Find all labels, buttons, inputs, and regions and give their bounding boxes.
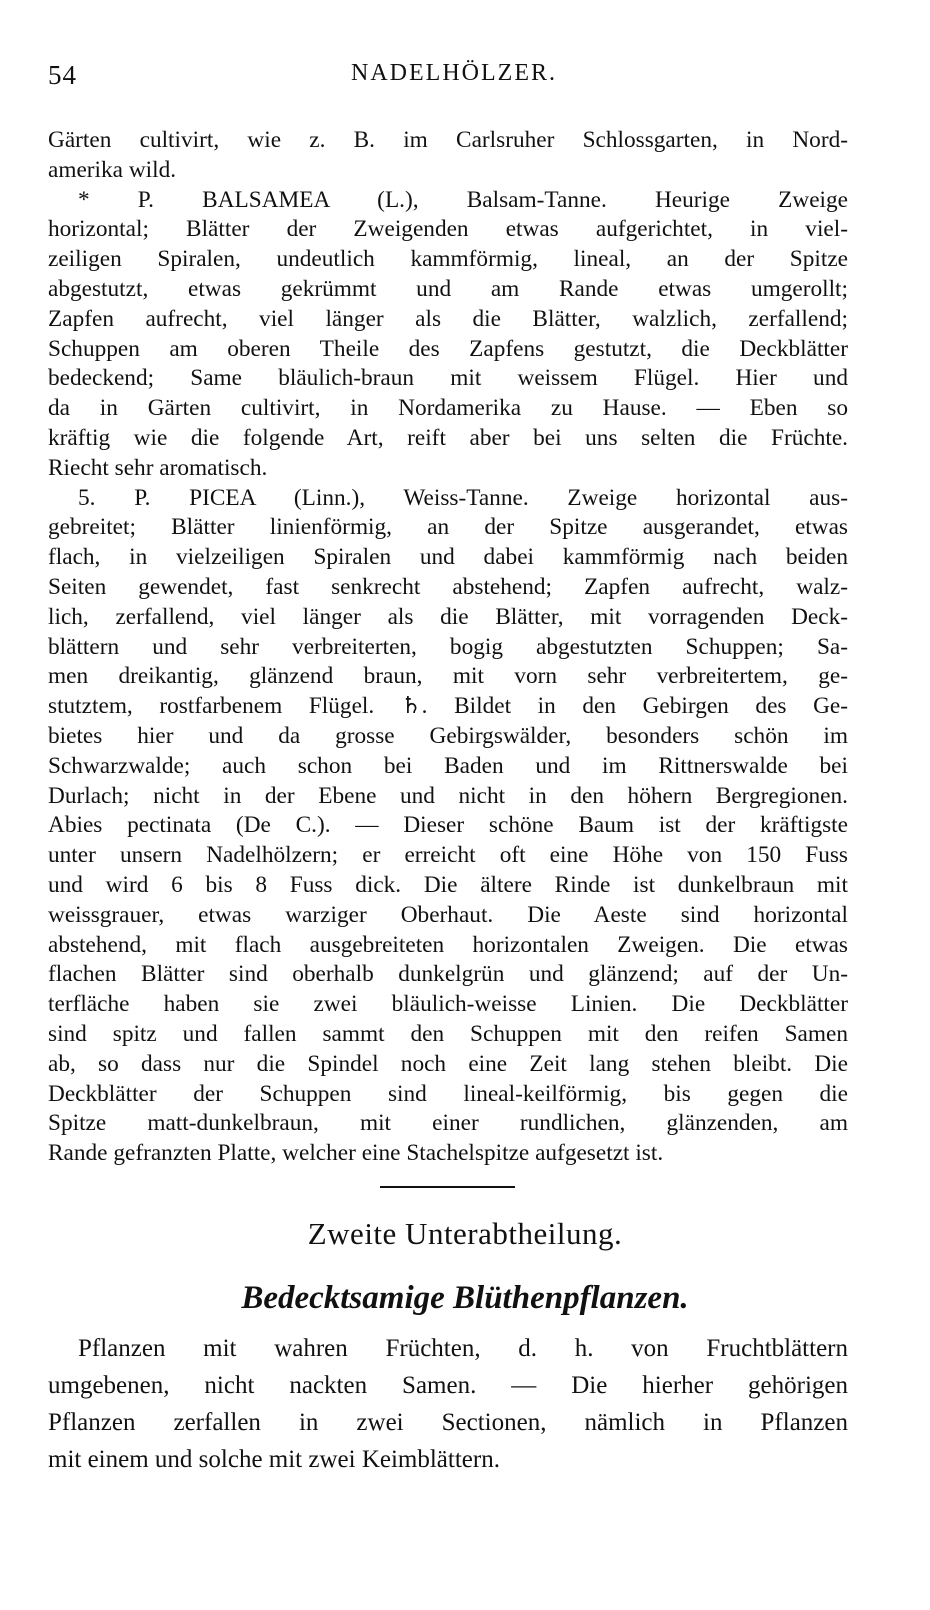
text-line: Schwarzwalde; auch schon bei Baden und im Rittnerswalde bei bbox=[48, 752, 848, 779]
text-line: Spitze matt-dunkelbraun, mit einer rundlichen, glänzenden, am bbox=[48, 1110, 848, 1137]
text-line: kräftig wie die folgende Art, reift aber bei uns selten die Früchte. bbox=[48, 424, 848, 451]
text-line: gebreitet; Blätter linienförmig, an der Spitze ausgerandet, etwas bbox=[48, 514, 848, 541]
section-title: Bedecktsamige Blüthenpflanzen. bbox=[241, 1280, 689, 1316]
text-line: Schuppen am oberen Theile des Zapfens gestutzt, die Deckblätter bbox=[48, 335, 848, 362]
text-line: Abies pectinata (De C.). — Dieser schöne Baum ist der kräftigste bbox=[48, 812, 848, 839]
text-line: Deckblätter der Schuppen sind lineal-keilförmig, bis gegen die bbox=[48, 1080, 848, 1107]
text-line: unter unsern Nadelhölzern; er erreicht oft eine Höhe von 150 Fuss bbox=[48, 842, 848, 869]
text-line: umgebenen, nicht nackten Samen. — Die hierher gehörigen bbox=[48, 1372, 848, 1399]
text-line: zeiligen Spiralen, undeutlich kammförmig, lineal, an der Spitze bbox=[48, 246, 848, 273]
subdivision-title: Zweite Unterabtheilung. bbox=[307, 1216, 623, 1251]
text-line: Pflanzen zerfallen in zwei Sectionen, nämlich in Pflanzen bbox=[48, 1409, 848, 1436]
text-line: ab, so dass nur die Spindel noch eine Zeit lang stehen bleibt. Die bbox=[48, 1050, 848, 1077]
intro-text bbox=[48, 1330, 848, 1478]
text-line: flachen Blätter sind oberhalb dunkelgrün und glänzend; auf der Un- bbox=[48, 961, 848, 988]
text-line: Riecht sehr aromatisch. bbox=[48, 454, 268, 481]
text-line: da in Gärten cultivirt, in Nordamerika zu Hause. — Eben so bbox=[48, 395, 848, 422]
text-line: sind spitz und fallen sammt den Schuppen mit den reifen Samen bbox=[48, 1020, 848, 1047]
text-line: amerika wild. bbox=[48, 156, 177, 183]
text-line: terfläche haben sie zwei bläulich-weisse Linien. Die Deckblätter bbox=[48, 991, 848, 1018]
text-line: Seiten gewendet, fast senkrecht abstehend; Zapfen aufrecht, walz- bbox=[48, 573, 848, 600]
text-line: flach, in vielzeiligen Spiralen und dabei kammförmig nach beiden bbox=[48, 544, 848, 571]
text-line: stutztem, rostfarbenem Flügel. ♄. Bildet in den Gebirgen des Ge- bbox=[48, 693, 848, 720]
text-line: mit einem und solche mit zwei Keimblättern. bbox=[48, 1446, 500, 1473]
text-line: bedeckend; Same bläulich-braun mit weissem Flügel. Hier und bbox=[48, 365, 848, 392]
text-line: horizontal; Blätter der Zweigenden etwas aufgerichtet, in viel- bbox=[48, 216, 848, 243]
text-line: Zapfen aufrecht, viel länger als die Blätter, walzlich, zerfallend; bbox=[48, 305, 848, 332]
text-line: Gärten cultivirt, wie z. B. im Carlsruher Schlossgarten, in Nord- bbox=[48, 127, 848, 153]
text-line: lich, zerfallend, viel länger als die Blätter, mit vorragenden Deck- bbox=[48, 603, 848, 630]
running-head bbox=[48, 60, 860, 100]
text-line: abstehend, mit flach ausgebreiteten horizontalen Zweigen. Die etwas bbox=[48, 931, 848, 958]
text-line: 5. P. PICEA (Linn.), Weiss-Tanne. Zweige horizontal aus- bbox=[78, 484, 848, 511]
text-line: Durlach; nicht in der Ebene und nicht in den höhern Bergregionen. bbox=[48, 782, 848, 809]
body-text bbox=[48, 126, 848, 1169]
page-number: 54 bbox=[48, 60, 77, 90]
text-line: men dreikantig, glänzend braun, mit vorn sehr verbreitertem, ge- bbox=[48, 663, 848, 690]
text-line: und wird 6 bis 8 Fuss dick. Die ältere Rinde ist dunkelbraun mit bbox=[48, 871, 848, 898]
text-line: * P. BALSAMEA (L.), Balsam-Tanne. Heurige Zweige bbox=[78, 186, 848, 213]
text-line: blättern und sehr verbreiterten, bogig abgestutzten Schuppen; Sa- bbox=[48, 633, 848, 660]
text-line: Rande gefranzten Platte, welcher eine Stachelspitze aufgesetzt ist. bbox=[48, 1140, 664, 1167]
text-line: Pflanzen mit wahren Früchten, d. h. von Fruchtblättern bbox=[78, 1335, 848, 1362]
text-line: weissgrauer, etwas warziger Oberhaut. Die Aeste sind horizontal bbox=[48, 901, 848, 928]
text-line: abgestutzt, etwas gekrümmt und am Rande etwas umgerollt; bbox=[48, 275, 848, 302]
text-line: bietes hier und da grosse Gebirgswälder, besonders schön im bbox=[48, 722, 848, 749]
section-divider-rule bbox=[380, 1186, 515, 1188]
chapter-title: NADELHÖLZER. bbox=[351, 60, 557, 86]
